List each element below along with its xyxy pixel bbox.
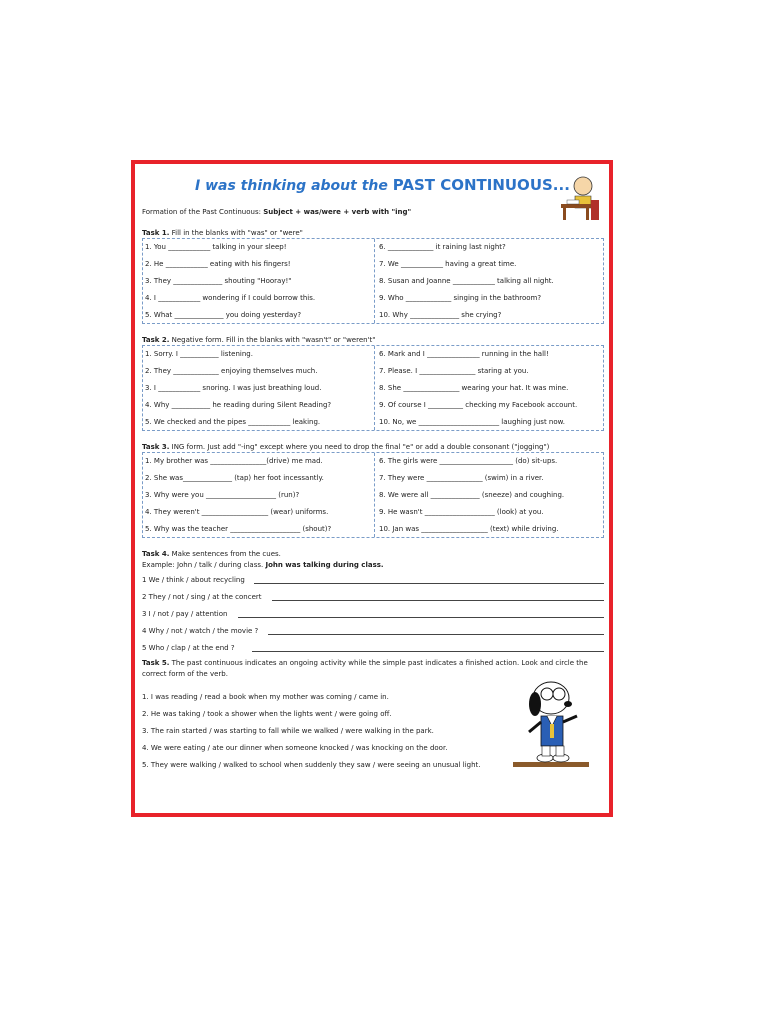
answer-line[interactable] (272, 600, 604, 601)
task2-item: 9. Of course I __________ checking my Facebook account. (379, 401, 578, 409)
task1-heading (142, 229, 303, 237)
formation-note (142, 208, 411, 216)
task4-cue-row (142, 642, 604, 654)
task5-label: Task 5. (142, 659, 170, 667)
column-divider (374, 453, 375, 537)
task4-heading (142, 550, 281, 558)
answer-line[interactable] (238, 617, 604, 618)
charlie-brown-illustration (557, 174, 601, 222)
task4-cue: 2 They / not / sing / at the concert (142, 593, 262, 601)
task5-item: 3. The rain started / was starting to fall while we walked / were walking in the park. (142, 727, 434, 735)
task3-item: 4. They weren't ___________________ (wear) uniforms. (145, 508, 329, 516)
task3-box (142, 452, 604, 538)
task1-box (142, 238, 604, 324)
formation-rule: Subject + was/were + verb with "ing" (263, 208, 412, 216)
task5-instruction: The past continuous indicates an ongoing activity while the simple past indicates a finished action. Look and circle the correct form of the verb. (142, 659, 588, 678)
task4-cue: 3 I / not / pay / attention (142, 610, 228, 618)
task1-right-column (379, 239, 604, 324)
title-part2: PAST CONTINUOUS... (392, 176, 570, 194)
task4-label: Task 4. (142, 550, 170, 558)
worksheet-title (195, 176, 570, 194)
title-part1: I was thinking about the (195, 178, 393, 194)
task1-item: 4. I ____________ wondering if I could borrow this. (145, 294, 316, 302)
task2-right-column (379, 346, 604, 431)
task2-instruction: Negative form. Fill in the blanks with "wasn't" or "weren't" (171, 336, 376, 344)
task3-label: Task 3. (142, 443, 170, 451)
task2-item: 3. I ____________ snoring. I was just breathing loud. (145, 384, 322, 392)
task5-item: 1. I was reading / read a book when my mother was coming / came in. (142, 693, 389, 701)
column-divider (374, 239, 375, 323)
task3-item: 9. He wasn't ____________________ (look) at you. (379, 508, 544, 516)
task3-item: 8. We were all ______________ (sneeze) and coughing. (379, 491, 565, 499)
answer-line[interactable] (268, 634, 604, 635)
task5-item: 2. He was taking / took a shower when the lights went / were going off. (142, 710, 392, 718)
task4-cue-row (142, 625, 604, 637)
task4-cue: 4 Why / not / watch / the movie ? (142, 627, 259, 635)
task1-item: 6. _____________ it raining last night? (379, 243, 506, 251)
task2-item: 6. Mark and I _______________ running in the hall! (379, 350, 549, 358)
task3-left-column (145, 453, 370, 538)
task3-item: 6. The girls were _____________________ (do) sit-ups. (379, 457, 558, 465)
task4-cue: 1 We / think / about recycling (142, 576, 245, 584)
task3-instruction: ING form. Just add "-ing" except where you need to drop the final "e" or add a double consonant ("jogging") (171, 443, 550, 451)
task2-item: 10. No, we _______________________ laughing just now. (379, 418, 565, 426)
task4-cue-row (142, 591, 604, 603)
task2-label: Task 2. (142, 336, 170, 344)
task3-item: 5. Why was the teacher ____________________ (shout)? (145, 525, 332, 533)
task2-item: 2. They _____________ enjoying themselves much. (145, 367, 318, 375)
answer-line[interactable] (254, 583, 604, 584)
task3-heading (142, 443, 549, 451)
task4-cue-row (142, 608, 604, 620)
task3-item: 7. They were ________________ (swim) in a river. (379, 474, 544, 482)
task5-item: 4. We were eating / ate our dinner when someone knocked / was knocking on the door. (142, 744, 448, 752)
task3-item: 10. Jan was ___________________ (text) while driving. (379, 525, 559, 533)
task2-item: 5. We checked and the pipes ____________ leaking. (145, 418, 321, 426)
task3-item: 1. My brother was ________________(drive) me mad. (145, 457, 323, 465)
task1-left-column (145, 239, 370, 324)
task2-item: 1. Sorry. I ___________ listening. (145, 350, 253, 358)
task2-heading (142, 336, 375, 344)
formation-label: Formation of the Past Continuous: (142, 208, 261, 216)
task2-item: 8. She ________________ wearing your hat. It was mine. (379, 384, 569, 392)
task1-instruction: Fill in the blanks with "was" or "were" (171, 229, 303, 237)
task3-item: 2. She was______________ (tap) her foot incessantly. (145, 474, 324, 482)
task1-item: 5. What ______________ you doing yesterday? (145, 311, 302, 319)
task4-example-answer: John was talking during class. (265, 561, 384, 569)
task2-left-column (145, 346, 370, 431)
task1-item: 3. They ______________ shouting "Hooray!" (145, 277, 292, 285)
task1-item: 10. Why ______________ she crying? (379, 311, 502, 319)
task4-cue: 5 Who / clap / at the end ? (142, 644, 235, 652)
task2-box (142, 345, 604, 431)
column-divider (374, 346, 375, 430)
task5-item: 5. They were walking / walked to school when suddenly they saw / were seeing an unusual light. (142, 761, 481, 769)
task1-item: 8. Susan and Joanne ____________ talking all night. (379, 277, 554, 285)
task4-cue-row (142, 574, 604, 586)
task3-item: 3. Why were you ____________________ (run)? (145, 491, 300, 499)
task4-example-cue: Example: John / talk / during class. (142, 561, 264, 569)
task2-item: 7. Please. I ________________ staring at you. (379, 367, 529, 375)
task4-instruction: Make sentences from the cues. (171, 550, 281, 558)
worksheet (131, 160, 613, 817)
task1-item: 9. Who _____________ singing in the bathroom? (379, 294, 542, 302)
task1-item: 1. You ____________ talking in your sleep! (145, 243, 287, 251)
answer-line[interactable] (252, 651, 604, 652)
task1-item: 7. We ____________ having a great time. (379, 260, 517, 268)
task2-item: 4. Why ___________ he reading during Silent Reading? (145, 401, 332, 409)
task1-label: Task 1. (142, 229, 170, 237)
task4-example (142, 561, 384, 569)
task1-item: 2. He ____________ eating with his fingers! (145, 260, 291, 268)
task3-right-column (379, 453, 604, 538)
snoopy-illustration (511, 676, 591, 772)
